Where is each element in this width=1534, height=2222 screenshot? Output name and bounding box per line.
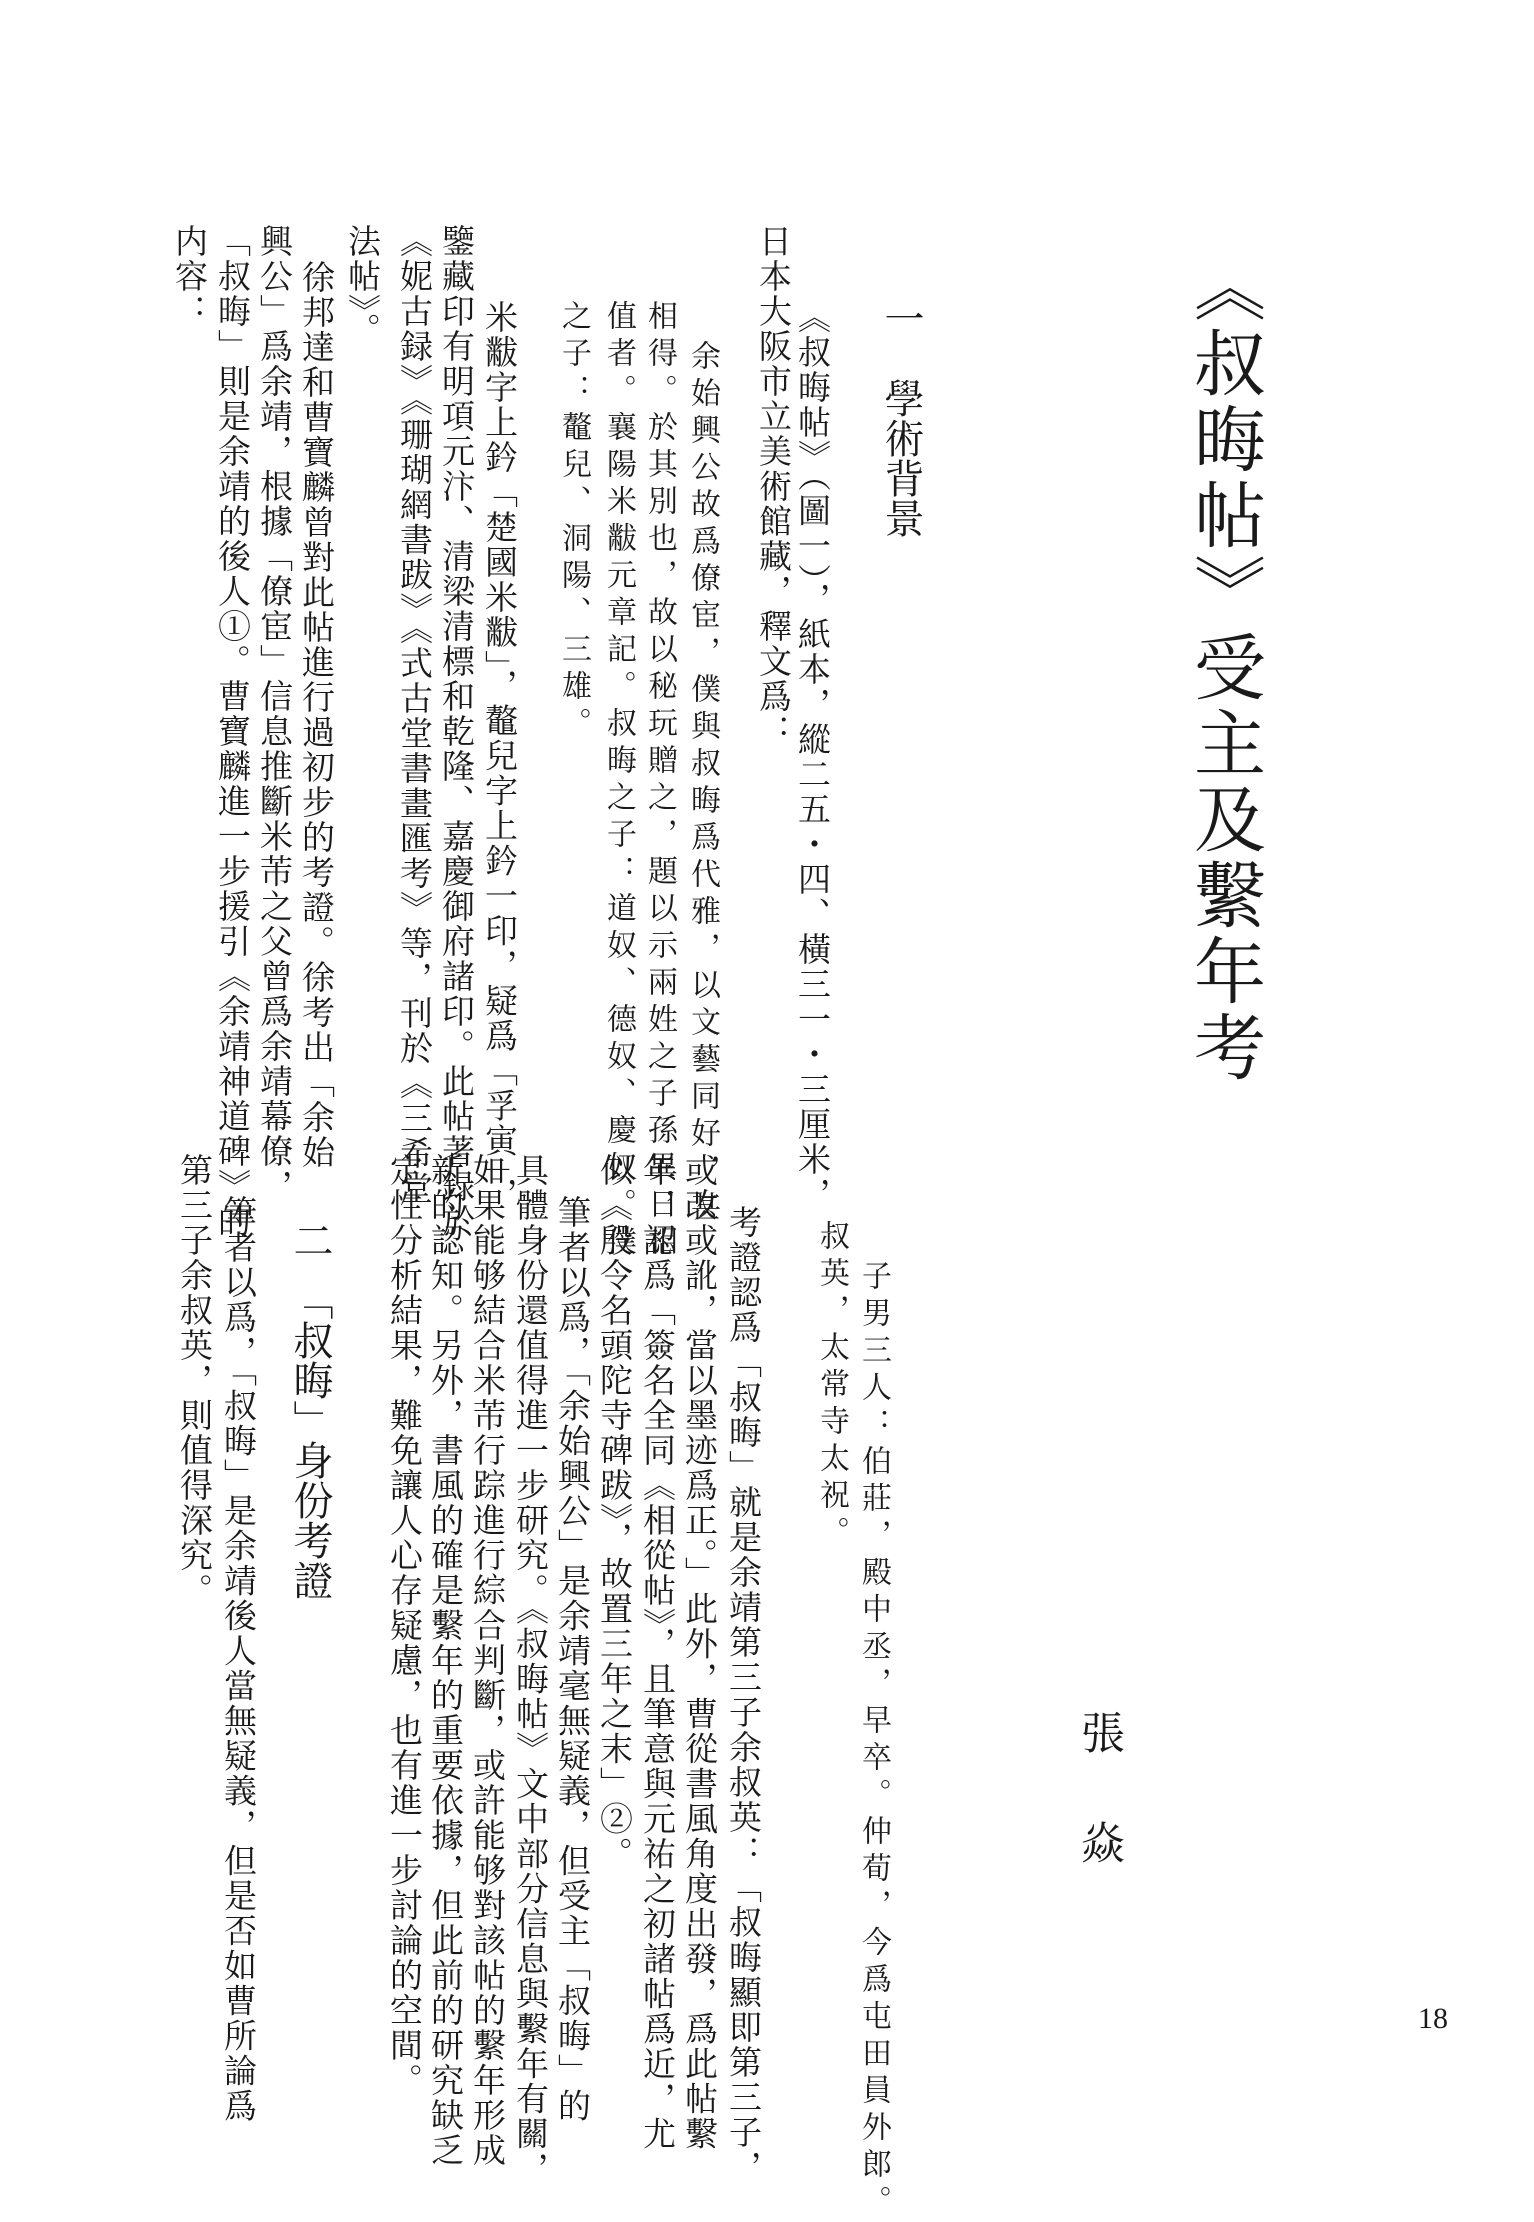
body-column: 法帖》。 xyxy=(343,224,382,348)
body-column: 第三子余叔英，則值得深究。 xyxy=(175,1153,214,1608)
body-column: 日本大阪市立美術館藏，釋文爲： xyxy=(754,224,793,749)
page-number: 18 xyxy=(1418,2002,1448,2035)
body-column: 似《殷令名頭陀寺碑跋》，故置三年之末」②。 xyxy=(595,1153,634,1872)
quote-column: 之子：鼇兒、洞陽、三雄。 xyxy=(556,300,591,744)
quote-column: 余始興公故爲僚宦，僕與叔晦爲代雅，以文藝同好，甚 xyxy=(685,340,720,1228)
article-title: 《叔晦帖》受主及繫年考 xyxy=(1182,250,1266,1086)
body-column: 如果能够結合米芾行踪進行綜合判斷，或許能够對該帖的繫年形成 xyxy=(468,1153,507,2168)
body-column: 興公」爲余靖，根據「僚宦」信息推斷米芾之父曾爲余靖幕僚， xyxy=(255,224,294,1204)
body-column: 具體身份還值得進一步研究。《叔晦帖》文中部分信息與繫年有關， xyxy=(511,1153,550,2187)
body-column: 筆者以爲，「叔晦」是余靖後人當無疑義，但是否如曹所論爲 xyxy=(219,1195,258,2124)
body-column: 考證認爲「叔晦」就是余靖第三子余叔英：「叔晦顯即第三子， xyxy=(724,1205,763,2185)
quote-column: 相得。於其別也，故以秘玩贈之，題以示兩姓之子孫異日相 xyxy=(642,300,677,1262)
author-name: 張 焱 xyxy=(1073,1710,1124,1890)
body-column: 新的認知。另外，書風的確是繫年的重要依據，但此前的研究缺乏 xyxy=(426,1153,465,2168)
body-column: 筆者以爲，「余始興公」是余靖毫無疑義，但受主「叔晦」的 xyxy=(553,1195,592,2124)
body-column: 徐邦達和曹寶麟曾對此帖進行過初步的考證。徐考出「余始 xyxy=(297,260,336,1170)
quote-column: 叔英，太常寺太祝。 xyxy=(814,1220,849,1553)
body-column: 鑒藏印有明項元汴、清梁清標和乾隆、嘉慶御府諸印。此帖著録於 xyxy=(437,224,476,1239)
section-heading-2: 二 「叔晦」身份考證 xyxy=(287,1220,333,1600)
body-column: 定性分析結果，難免讓人心存疑慮，也有進一步討論的空間。 xyxy=(385,1153,424,2098)
quote-column: 子男三人：伯莊，殿中丞，早卒。仲荀，今爲屯田員外郎。 xyxy=(856,1260,891,2222)
quote-column: 值者。襄陽米黻元章記。叔晦之子：道奴、德奴、慶奴。僕 xyxy=(601,300,636,1262)
body-column: 内容： xyxy=(170,224,209,329)
section-heading-1: 一 學術背景 xyxy=(878,298,924,538)
body-column: 或改或訛，當以墨迹爲正。」此外，曹從書風角度出發，爲此帖繫 xyxy=(680,1153,719,2152)
body-column: 《叔晦帖》（圖一），紙本，縱二五・四、橫三一・三厘米， xyxy=(793,300,832,1212)
body-column: 《妮古録》《珊瑚網書跋》《式古堂書畫匯考》等，刊於《三希堂 xyxy=(395,224,434,1206)
body-column: 「叔晦」則是余靖的後人①。曹寶麟進一步援引《余靖神道碑》的 xyxy=(213,224,252,1239)
body-column: 米黻字上鈐「楚國米黻」，鼇兒字上鈐一印，疑爲「孚寅」， xyxy=(480,300,519,1212)
body-column: 年，認爲「簽名全同《相從帖》，且筆意與元祐之初諸帖爲近，尤 xyxy=(638,1153,677,2152)
